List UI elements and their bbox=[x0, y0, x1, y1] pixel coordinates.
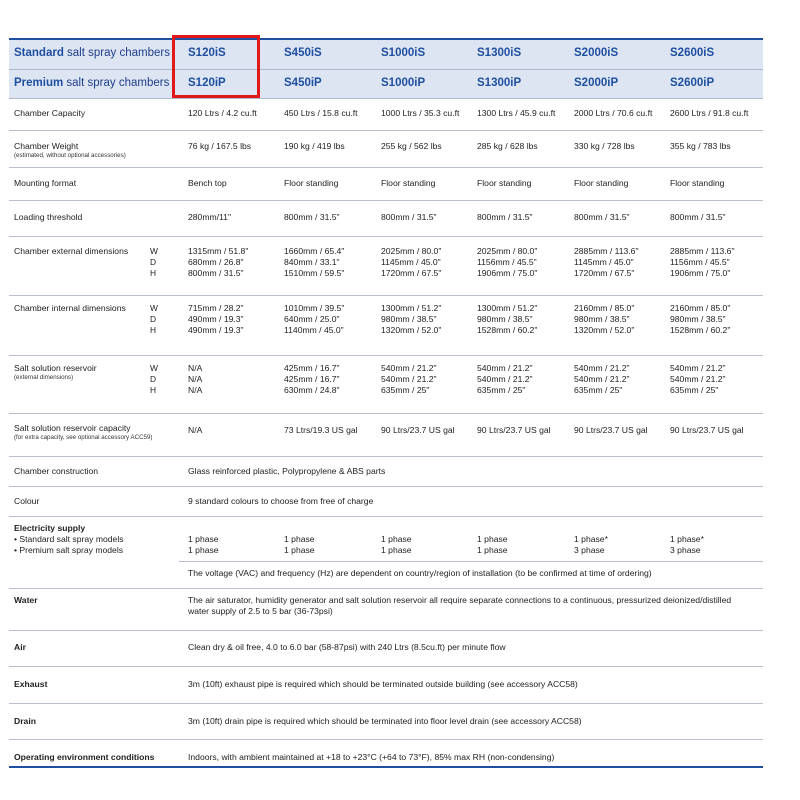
weight-note: (estimated, without optional accessories) bbox=[14, 152, 126, 159]
external-dimensions-value: 2885mm / 113.6" 1145mm / 45.0" 1720mm / 67.5" bbox=[574, 246, 639, 278]
capacity-value: 2000 Ltrs / 70.6 cu.ft bbox=[574, 108, 653, 118]
drain-label: Drain bbox=[14, 716, 36, 726]
reservoir-capacity-note: (for extra capacity, see optional accessory ACC59) bbox=[14, 434, 153, 441]
electricity-value: 1 phase 1 phase bbox=[284, 534, 315, 555]
model-premium-4[interactable]: S1300iP bbox=[477, 77, 522, 89]
drain-row bbox=[9, 704, 763, 740]
electricity-value: 1 phase* 3 phase bbox=[574, 534, 608, 555]
model-premium-5[interactable]: S2000iP bbox=[574, 77, 619, 89]
air-label: Air bbox=[14, 642, 26, 652]
environment-value: Indoors, with ambient maintained at +18 to +23°C (+64 to 73°F), 85% max RH (non-condensing) bbox=[188, 752, 555, 762]
reservoir-capacity-value: N/A bbox=[188, 425, 203, 435]
internal-dimensions-row bbox=[9, 296, 763, 356]
weight-value: 255 kg / 562 lbs bbox=[381, 141, 442, 151]
internal-dimensions-value: 715mm / 28.2" 490mm / 19.3" 490mm / 19.3" bbox=[188, 303, 244, 335]
internal-dimensions-value: 1300mm / 51.2" 980mm / 38.5" 1320mm / 52.0" bbox=[381, 303, 442, 335]
internal-dimensions-value: 1010mm / 39.5" 640mm / 25.0" 1140mm / 45.0" bbox=[284, 303, 345, 335]
selected-model-highlight bbox=[172, 35, 260, 98]
spec-table bbox=[9, 38, 763, 775]
weight-value: 190 kg / 419 lbs bbox=[284, 141, 345, 151]
electricity-label: Electricity supply • Standard salt spray models • Premium salt spray models bbox=[14, 523, 124, 555]
reservoir-value: 540mm / 21.2" 540mm / 21.2" 635mm / 25" bbox=[574, 363, 630, 395]
air-value: Clean dry & oil free, 4.0 to 6.0 bar (58-87psi) with 240 Ltrs (8.5cu.ft) per minute flow bbox=[188, 642, 506, 652]
model-standard-6[interactable]: S2600iS bbox=[670, 47, 715, 59]
reservoir-capacity-value: 90 Ltrs/23.7 US gal bbox=[381, 425, 455, 435]
loading-value: 800mm / 31.5" bbox=[477, 212, 533, 222]
electricity-value: 1 phase 1 phase bbox=[381, 534, 412, 555]
capacity-value: 1300 Ltrs / 45.9 cu.ft bbox=[477, 108, 556, 118]
model-premium-3[interactable]: S1000iP bbox=[381, 77, 426, 89]
exhaust-label: Exhaust bbox=[14, 679, 48, 689]
loading-label: Loading threshold bbox=[14, 212, 83, 222]
wdh-labels: W D H bbox=[150, 363, 158, 395]
electricity-row bbox=[9, 517, 763, 589]
capacity-value: 450 Ltrs / 15.8 cu.ft bbox=[284, 108, 358, 118]
mounting-value: Floor standing bbox=[477, 178, 532, 188]
reservoir-capacity-value: 90 Ltrs/23.7 US gal bbox=[477, 425, 551, 435]
electricity-divider bbox=[179, 561, 763, 562]
reservoir-value: 425mm / 16.7" 425mm / 16.7" 630mm / 24.8" bbox=[284, 363, 340, 395]
weight-value: 330 kg / 728 lbs bbox=[574, 141, 635, 151]
wdh-labels: W D H bbox=[150, 303, 158, 335]
internal-dimensions-value: 2160mm / 85.0" 980mm / 38.5" 1320mm / 52.0" bbox=[574, 303, 635, 335]
model-standard-3[interactable]: S1000iS bbox=[381, 47, 426, 59]
reservoir-capacity-value: 73 Ltrs/19.3 US gal bbox=[284, 425, 358, 435]
premium-chambers-label: Premium salt spray chambers bbox=[14, 77, 170, 89]
drain-value: 3m (10ft) drain pipe is required which should be terminated into floor level drain (see accessory ACC58) bbox=[188, 716, 582, 726]
mounting-label: Mounting format bbox=[14, 178, 77, 188]
exhaust-value: 3m (10ft) exhaust pipe is required which should be terminated outside building (see accessory ACC58) bbox=[188, 679, 578, 689]
model-premium-2[interactable]: S450iP bbox=[284, 77, 322, 89]
electricity-value: 1 phase 1 phase bbox=[477, 534, 508, 555]
weight-row bbox=[9, 131, 763, 168]
internal-dimensions-value: 1300mm / 51.2" 980mm / 38.5" 1528mm / 60.2" bbox=[477, 303, 538, 335]
capacity-value: 1000 Ltrs / 35.3 cu.ft bbox=[381, 108, 460, 118]
loading-value: 800mm / 31.5" bbox=[574, 212, 630, 222]
mounting-value: Floor standing bbox=[670, 178, 725, 188]
model-standard-4[interactable]: S1300iS bbox=[477, 47, 522, 59]
mounting-value: Bench top bbox=[188, 178, 227, 188]
reservoir-capacity-value: 90 Ltrs/23.7 US gal bbox=[670, 425, 744, 435]
reservoir-capacity-row bbox=[9, 414, 763, 457]
exhaust-row bbox=[9, 667, 763, 704]
internal-dimensions-label: Chamber internal dimensions bbox=[14, 303, 126, 313]
electricity-premium-label: • Premium salt spray models bbox=[14, 545, 124, 555]
capacity-value: 120 Ltrs / 4.2 cu.ft bbox=[188, 108, 257, 118]
mounting-value: Floor standing bbox=[284, 178, 339, 188]
colour-row bbox=[9, 487, 763, 517]
external-dimensions-value: 2885mm / 113.6" 1156mm / 45.5" 1906mm / 75.0" bbox=[670, 246, 735, 278]
table-bottom-rule bbox=[9, 766, 763, 768]
external-dimensions-value: 2025mm / 80.0" 1156mm / 45.5" 1906mm / 75.0" bbox=[477, 246, 538, 278]
external-dimensions-value: 1660mm / 65.4" 840mm / 33.1" 1510mm / 59.5" bbox=[284, 246, 345, 278]
electricity-note: The voltage (VAC) and frequency (Hz) are dependent on country/region of installation (to be confirmed at time of ordering) bbox=[188, 568, 652, 578]
internal-dimensions-value: 2160mm / 85.0" 980mm / 38.5" 1528mm / 60.2" bbox=[670, 303, 731, 335]
electricity-standard-label: • Standard salt spray models bbox=[14, 534, 124, 544]
colour-value: 9 standard colours to choose from free of charge bbox=[188, 496, 374, 506]
construction-row bbox=[9, 457, 763, 487]
water-label: Water bbox=[14, 595, 38, 605]
premium-models-row bbox=[9, 70, 763, 99]
construction-value: Glass reinforced plastic, Polypropylene & ABS parts bbox=[188, 466, 386, 476]
environment-row bbox=[9, 740, 763, 775]
external-dimensions-value: 1315mm / 51.8" 680mm / 26.8" 800mm / 31.5" bbox=[188, 246, 249, 278]
loading-row bbox=[9, 201, 763, 237]
external-dimensions-row bbox=[9, 237, 763, 296]
electricity-value: 1 phase* 3 phase bbox=[670, 534, 704, 555]
reservoir-capacity-value: 90 Ltrs/23.7 US gal bbox=[574, 425, 648, 435]
environment-label: Operating environment conditions bbox=[14, 752, 155, 762]
weight-label: Chamber Weight (estimated, without optional accessories) bbox=[14, 141, 126, 159]
construction-label: Chamber construction bbox=[14, 466, 99, 476]
loading-value: 280mm/11" bbox=[188, 212, 232, 222]
reservoir-note: (external dimensions) bbox=[14, 374, 74, 381]
weight-value: 76 kg / 167.5 lbs bbox=[188, 141, 252, 151]
weight-value: 285 kg / 628 lbs bbox=[477, 141, 538, 151]
capacity-row bbox=[9, 99, 763, 131]
mounting-value: Floor standing bbox=[574, 178, 629, 188]
mounting-row bbox=[9, 168, 763, 201]
model-standard-5[interactable]: S2000iS bbox=[574, 47, 619, 59]
external-dimensions-label: Chamber external dimensions bbox=[14, 246, 129, 256]
model-premium-1[interactable]: S120iP bbox=[188, 77, 226, 89]
reservoir-value: 540mm / 21.2" 540mm / 21.2" 635mm / 25" bbox=[670, 363, 726, 395]
water-value: The air saturator, humidity generator and salt solution reservoir all require separate connections to a continuous, pressurized deionized/distilled water supply of 2.5 to 5 bar (36-73psi) bbox=[188, 595, 732, 616]
loading-value: 800mm / 31.5" bbox=[381, 212, 437, 222]
reservoir-value: 540mm / 21.2" 540mm / 21.2" 635mm / 25" bbox=[381, 363, 437, 395]
mounting-value: Floor standing bbox=[381, 178, 436, 188]
model-standard-1[interactable]: S120iS bbox=[188, 47, 226, 59]
model-standard-2[interactable]: S450iS bbox=[284, 47, 322, 59]
weight-value: 355 kg / 783 lbs bbox=[670, 141, 731, 151]
colour-label: Colour bbox=[14, 496, 40, 506]
reservoir-value: N/A N/A N/A bbox=[188, 363, 203, 395]
external-dimensions-value: 2025mm / 80.0" 1145mm / 45.0" 1720mm / 67.5" bbox=[381, 246, 442, 278]
capacity-label: Chamber Capacity bbox=[14, 108, 86, 118]
capacity-value: 2600 Ltrs / 91.8 cu.ft bbox=[670, 108, 749, 118]
standard-models-row bbox=[9, 38, 763, 70]
loading-value: 800mm / 31.5" bbox=[284, 212, 340, 222]
standard-chambers-label: Standard salt spray chambers bbox=[14, 47, 170, 59]
loading-value: 800mm / 31.5" bbox=[670, 212, 726, 222]
electricity-value: 1 phase 1 phase bbox=[188, 534, 219, 555]
reservoir-label: Salt solution reservoir (external dimensions) bbox=[14, 363, 97, 381]
model-premium-6[interactable]: S2600iP bbox=[670, 77, 715, 89]
water-row bbox=[9, 589, 763, 631]
air-row bbox=[9, 631, 763, 667]
reservoir-capacity-label: Salt solution reservoir capacity (for extra capacity, see optional accessory ACC59) bbox=[14, 423, 153, 441]
reservoir-value: 540mm / 21.2" 540mm / 21.2" 635mm / 25" bbox=[477, 363, 533, 395]
reservoir-row bbox=[9, 356, 763, 414]
wdh-labels: W D H bbox=[150, 246, 158, 278]
